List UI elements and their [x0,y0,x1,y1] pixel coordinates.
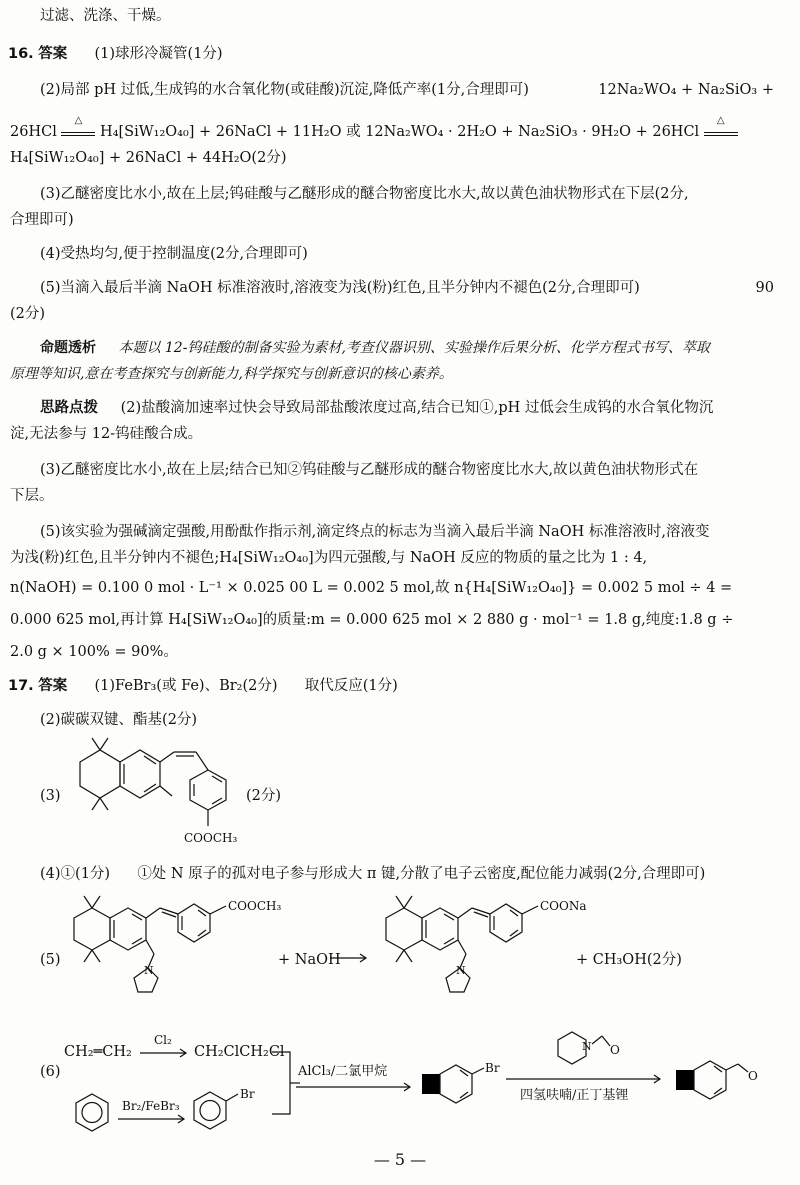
hint-text-b: 淀,无法参与 12-钨硅酸合成。 [10,426,203,442]
q16-eq1-hcl: 26HCl [10,124,57,140]
q17-p5-naoh: + NaOH [278,952,341,968]
q17-answer-label: 答案 [38,678,68,694]
q16-eq1-lhs: 12Na₂WO₄ + Na₂SiO₃ + [598,82,774,98]
line-top: 过滤、洗涤、干燥。 [40,8,171,24]
p6-bromobenzene [190,1086,270,1136]
p6-cond-bromination: Br₂/FeBr₃ [122,1099,180,1113]
q17-answer-line [8,676,774,696]
q16-p5-number: 90 [755,280,774,296]
q17-p1b: 取代反应(1分) [304,678,398,694]
p6-cond-lithiation: 四氢呋喃/正丁基锂 [520,1088,629,1103]
q17-p6-label: (6) [40,1064,61,1080]
q17-p2: (2)碳碳双键、酯基(2分) [40,712,198,728]
q16-p5b: (2分) [10,306,46,322]
p6-arrow-3 [296,1082,416,1092]
q17-p4: (4)①(1分) [40,866,111,882]
q17-number: 17. [8,678,34,694]
q17-p3-label: (3) [40,788,61,804]
p6-arrow-2 [118,1114,188,1124]
p5-reactant-ester: COOCH₃ [228,899,282,913]
p6-formylpiperidine [550,1028,640,1074]
q16-answer-line [8,44,774,64]
hint-label: 思路点拨 [40,400,98,416]
page-number: — 5 — [373,1150,427,1169]
p5-product-n: N [456,964,466,977]
q16-number: 16. [8,46,34,62]
q16-eq1-rhs: H₄[SiW₁₂O₄₀] + 26NaCl + 11H₂O 或 12Na₂WO₄ · 2H₂O + Na₂SiO₃ · 9H₂O + 26HCl [100,124,700,140]
hint-p3b: 下层。 [10,488,54,504]
p6-arrow-1 [140,1048,190,1058]
q16-p5a: (5)当滴入最后半滴 NaOH 标准溶液时,溶液变为浅(粉)红色,且半分钟内不褪色(2分,合理即可) [40,280,640,296]
analysis-text-a: 本题以 12-钨硅酸的制备实验为素材,考查仪器识别、实验操作后果分析、化学方程式书写、萃取 [118,340,710,356]
hint-p5e: 2.0 g × 100% = 90%。 [10,644,178,660]
p6-bcb-br: Br [485,1061,500,1075]
p6-dichloroethane: CH₂ClCH₂Cl [194,1044,285,1060]
q16-eq1-line2 [10,115,774,142]
q17-p5-label: (5) [40,952,61,968]
q16-p3a: (3)乙醚密度比水小,故在上层;钨硅酸与乙醚形成的醚合物密度比水大,故以黄色油状物形式在下层(2分, [40,186,689,202]
p6-alcl3: AlCl₃/二氯甲烷 [298,1064,388,1079]
hint-p3a: (3)乙醚密度比水小,故在上层;结合已知②钨硅酸与乙醚形成的醚合物密度比水大,故以黄色油状物形式在 [40,462,699,478]
q16-p3b: 合理即可) [10,212,74,228]
p6-bromobenzene-br: Br [240,1087,255,1101]
q16-eq2: H₄[SiW₁₂O₄₀] + 26NaCl + 44H₂O(2分) [10,150,287,166]
q17-p5-reactant [60,888,290,1018]
q17-p4b: ①处 N 原子的孤对电子参与形成大 π 键,分散了电子云密度,配位能力减弱(2分,合理即可) [137,866,706,882]
hint-p5d: 0.000 625 mol,再计算 H₄[SiW₁₂O₄₀]的质量:m = 0.000 625 mol × 2 880 g · mol⁻¹ = 1.8 g,纯度:1.8 g ÷ [10,612,734,628]
p6-final-aldehyde [672,1056,772,1106]
q16-answer-label: 答案 [38,46,68,62]
q17-p4-line [40,864,774,884]
q17-p3-score: (2分) [246,788,282,804]
p5-product-salt: COONa [540,899,587,913]
p6-cl2: Cl₂ [154,1033,172,1047]
q16-p2a: (2)局部 pH 过低,生成钨的水合氧化物(或硅酸)沉淀,降低产率(1分,合理即可) [40,82,529,98]
q17-p1: (1)FeBr₃(或 Fe)、Br₂(2分) [94,678,278,694]
reaction-arrow-heat: △ [61,124,95,136]
analysis-label: 命题透析 [40,340,96,356]
q17-p5-methanol: + CH₃OH(2分) [576,952,682,968]
p6-bromobenzocyclobutene [418,1060,508,1110]
q16-p1: (1)球形冷凝管(1分) [94,46,223,62]
p6-benzene [72,1090,112,1136]
p5-reaction-arrow [330,952,370,964]
p6-arrow-4 [506,1074,666,1084]
p6-aldehyde-o: O [748,1069,758,1083]
p6-ethylene: CH₂═CH₂ [64,1044,132,1060]
q16-p4: (4)受热均匀,便于控制温度(2分,合理即可) [40,246,308,262]
q17-p3-structure [60,734,260,854]
q17-p3-ester: COOCH₃ [184,831,238,845]
p6-piperidine-n: N [582,1040,592,1053]
q16-hint-line1 [40,398,774,418]
analysis-text-b: 原理等知识,意在考查探究与创新能力,科学探究与创新意识的核心素养。 [10,366,453,382]
hint-p5b: 为浅(粉)红色,且半分钟内不褪色;H₄[SiW₁₂O₄₀]为四元强酸,与 NaOH 反应的物质的量之比为 1 : 4, [10,550,648,566]
hint-p5a: (5)该实验为强碱滴定强酸,用酚酞作指示剂,滴定终点的标志为当滴入最后半滴 NaOH 标准溶液时,溶液变 [40,524,710,540]
reaction-arrow-heat-2: △ [704,124,738,136]
hint-p5c: n(NaOH) = 0.100 0 mol · L⁻¹ × 0.025 00 L = 0.002 5 mol,故 n{H₄[SiW₁₂O₄₀]} = 0.002 5 mol ÷ 4 = [10,580,733,596]
q16-analysis-line1 [40,338,774,358]
p5-reactant-n: N [144,964,154,977]
p6-formyl-o: O [610,1043,620,1057]
q17-p5-product [372,888,602,1018]
hint-text-a: (2)盐酸滴加速率过快会导致局部盐酸浓度过高,结合已知①,pH 过低会生成钨的水合氧化物沉 [120,400,714,416]
